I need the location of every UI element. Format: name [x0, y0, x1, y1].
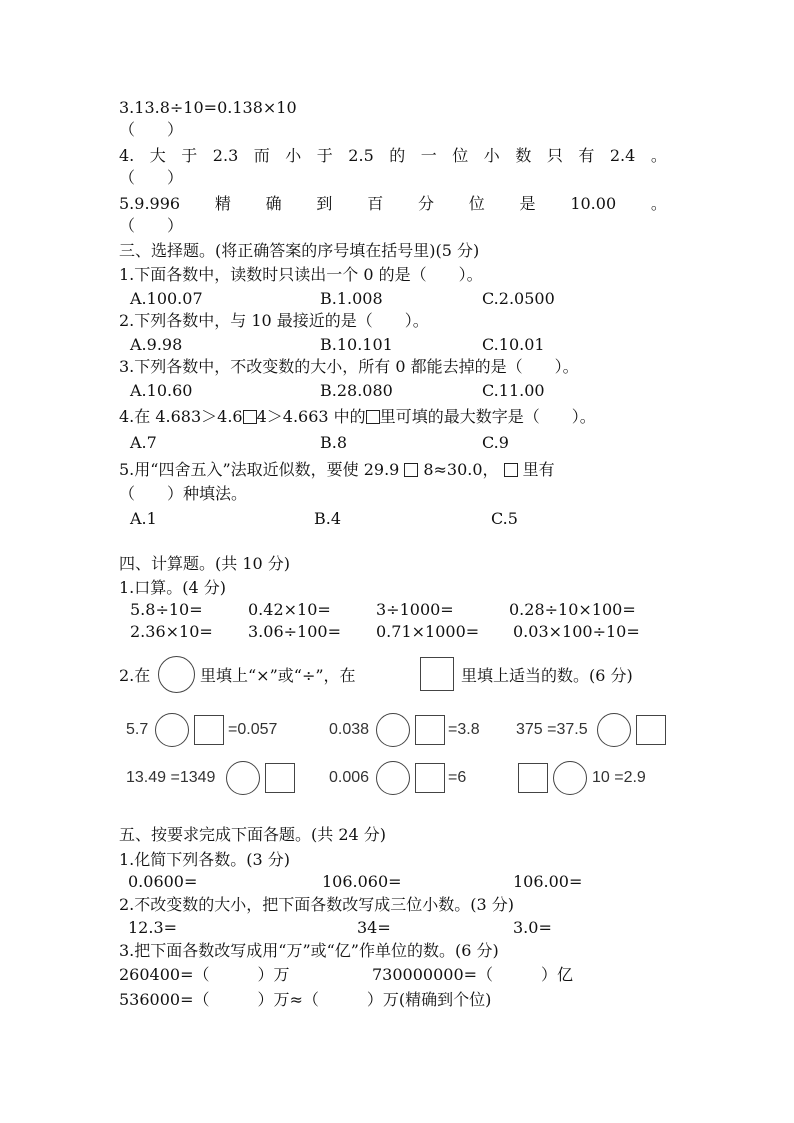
- statement-word: 有: [578, 146, 595, 165]
- oral-calc-item: 3.06÷100=: [248, 622, 341, 641]
- statement-word: 。: [650, 194, 667, 213]
- choice-q4-stem-pre: 4.在 4.683＞4.6: [119, 407, 243, 426]
- tf-q4-answer-paren[interactable]: （ ）: [119, 168, 184, 187]
- calc-q2-pre: 2.在: [119, 666, 151, 685]
- number-box[interactable]: [265, 763, 295, 793]
- blank-square-icon: [243, 410, 257, 424]
- number-box[interactable]: [636, 715, 666, 745]
- choice-q1-option-c[interactable]: C.2.0500: [482, 289, 555, 308]
- statement-word: 4.: [119, 146, 135, 165]
- statement-word: 百: [367, 194, 384, 213]
- fill-e-right: =6: [448, 769, 467, 786]
- statement-word: 于: [181, 146, 198, 165]
- oral-calc-item: 0.03×100÷10=: [513, 622, 640, 641]
- choice-q5-stem-mid: 8≈30.0，: [423, 460, 499, 479]
- blank-square-icon: [404, 463, 418, 477]
- statement-word: 的: [389, 146, 406, 165]
- tf-q3: 3.13.8÷10=0.138×10: [119, 98, 297, 117]
- statement-word: 一: [420, 146, 437, 165]
- unit-item-c[interactable]: 536000=（ ）万≈（ ）万(精确到个位): [119, 990, 492, 1009]
- operator-circle[interactable]: [553, 761, 587, 795]
- operator-circle[interactable]: [226, 761, 260, 795]
- statement-word: 位: [452, 146, 469, 165]
- choice-q4-option-b[interactable]: B.8: [320, 433, 348, 452]
- choice-q3-option-a[interactable]: A.10.60: [130, 381, 193, 400]
- statement-word: 2.3: [212, 146, 239, 165]
- square-icon: [420, 657, 454, 691]
- fill-e-left: 0.006: [329, 769, 370, 786]
- operator-circle[interactable]: [376, 713, 410, 747]
- operator-circle[interactable]: [597, 713, 631, 747]
- statement-word: 数: [515, 146, 532, 165]
- statement-word: 2.4: [609, 146, 636, 165]
- operator-circle[interactable]: [155, 713, 189, 747]
- req-q3-title: 3.把下面各数改写成用“万”或“亿”作单位的数。(6 分): [119, 941, 499, 960]
- statement-word: 而: [253, 146, 270, 165]
- statement-word: 2.5: [348, 146, 374, 165]
- choice-q5-stem: [119, 460, 555, 480]
- choice-q5-stem-line2: （ ）种填法。: [119, 484, 248, 503]
- calc-q1-title: 1.口算。(4 分): [119, 578, 227, 597]
- tf-q3-answer-paren[interactable]: （ ）: [119, 120, 184, 139]
- operator-circle[interactable]: [376, 761, 410, 795]
- choice-q3-stem: 3.下列各数中，不改变数的大小，所有 0 都能去掉的是（ ）。: [119, 357, 579, 376]
- unit-item-b[interactable]: 730000000=（ ）亿: [372, 965, 574, 984]
- statement-word: 位: [468, 194, 485, 213]
- req-heading: 五、按要求完成下面各题。(共 24 分): [119, 825, 387, 844]
- blank-square-icon: [504, 463, 518, 477]
- oral-calc-item: 3÷1000=: [376, 600, 454, 619]
- simplify-item: 106.060=: [322, 872, 402, 891]
- number-box[interactable]: [415, 763, 445, 793]
- fill-f-right: 10 =2.9: [592, 769, 646, 786]
- oral-calc-item: 0.42×10=: [248, 600, 331, 619]
- statement-word: 。: [650, 146, 667, 165]
- statement-word: 小: [285, 146, 302, 165]
- choice-q2-stem: 2.下列各数中，与 10 最接近的是（ ）。: [119, 311, 429, 330]
- statement-word: 精: [214, 194, 231, 213]
- fill-d-left: 13.49 =1349: [126, 769, 216, 786]
- oral-calc-item: 5.8÷10=: [130, 600, 203, 619]
- number-box[interactable]: [194, 715, 224, 745]
- choice-q5-option-a[interactable]: A.1: [130, 509, 157, 528]
- decimal-item: 3.0=: [513, 918, 552, 937]
- choice-q3-option-c[interactable]: C.11.00: [482, 381, 545, 400]
- fill-a-right: =0.057: [228, 721, 278, 738]
- fill-a-left: 5.7: [126, 721, 149, 738]
- choice-q5-option-b[interactable]: B.4: [314, 509, 342, 528]
- fill-b-left: 0.038: [329, 721, 370, 738]
- choice-q4-option-c[interactable]: C.9: [482, 433, 509, 452]
- fill-b-right: =3.8: [448, 721, 480, 738]
- statement-word: 10.00: [570, 194, 617, 213]
- fill-c-left: 375 =37.5: [516, 721, 588, 738]
- decimal-item: 34=: [357, 918, 391, 937]
- tf-q5: [119, 194, 667, 214]
- choice-q4-stem: [119, 407, 596, 427]
- choice-q3-option-b[interactable]: B.28.080: [320, 381, 393, 400]
- statement-word: 小: [483, 146, 500, 165]
- statement-word: 大: [149, 146, 166, 165]
- choice-q5-stem-post: 里有: [522, 460, 555, 479]
- choice-q4-stem-mid: 4＞4.663 中的: [256, 407, 366, 426]
- blank-square-icon: [366, 410, 380, 424]
- choice-q4-option-a[interactable]: A.7: [130, 433, 157, 452]
- statement-word: 只: [546, 146, 563, 165]
- calc-heading: 四、计算题。(共 10 分): [119, 554, 291, 573]
- statement-word: 5.9.996: [119, 194, 181, 213]
- number-box[interactable]: [415, 715, 445, 745]
- statement-word: 确: [265, 194, 282, 213]
- decimal-item: 12.3=: [128, 918, 178, 937]
- simplify-item: 0.0600=: [128, 872, 198, 891]
- statement-word: 是: [519, 194, 536, 213]
- calc-q2-mid: 里填上“×”或“÷”，在: [200, 666, 356, 685]
- oral-calc-item: 2.36×10=: [130, 622, 213, 641]
- tf-q5-answer-paren[interactable]: （ ）: [119, 216, 184, 235]
- choice-q5-stem-pre: 5.用“四舍五入”法取近似数，要使 29.9: [119, 460, 400, 479]
- tf-q4: [119, 146, 667, 166]
- choice-q1-stem: 1.下面各数中，读数时只读出一个 0 的是（ ）。: [119, 265, 483, 284]
- req-q2-title: 2.不改变数的大小，把下面各数改写成三位小数。(3 分): [119, 895, 515, 914]
- statement-word: 分: [417, 194, 434, 213]
- choice-q2-option-b[interactable]: B.10.101: [320, 335, 393, 354]
- choice-q1-option-a[interactable]: A.100.07: [130, 289, 203, 308]
- statement-word: 于: [316, 146, 333, 165]
- simplify-item: 106.00=: [513, 872, 583, 891]
- choice-q4-stem-post: 里可填的最大数字是（ ）。: [379, 407, 596, 426]
- choice-q2-option-a[interactable]: A.9.98: [130, 335, 183, 354]
- req-q1-title: 1.化简下列各数。(3 分): [119, 850, 291, 869]
- choice-heading: 三、选择题。(将正确答案的序号填在括号里)(5 分): [119, 241, 480, 260]
- number-box[interactable]: [518, 763, 548, 793]
- circle-icon: [158, 656, 195, 693]
- choice-q5-option-c[interactable]: C.5: [491, 509, 518, 528]
- choice-q2-option-c[interactable]: C.10.01: [482, 335, 545, 354]
- choice-q1-option-b[interactable]: B.1.008: [320, 289, 383, 308]
- statement-word: 到: [316, 194, 333, 213]
- unit-item-a[interactable]: 260400=（ ）万: [119, 965, 290, 984]
- calc-q2-post: 里填上适当的数。(6 分): [461, 666, 633, 685]
- oral-calc-item: 0.71×1000=: [376, 622, 480, 641]
- oral-calc-item: 0.28÷10×100=: [509, 600, 636, 619]
